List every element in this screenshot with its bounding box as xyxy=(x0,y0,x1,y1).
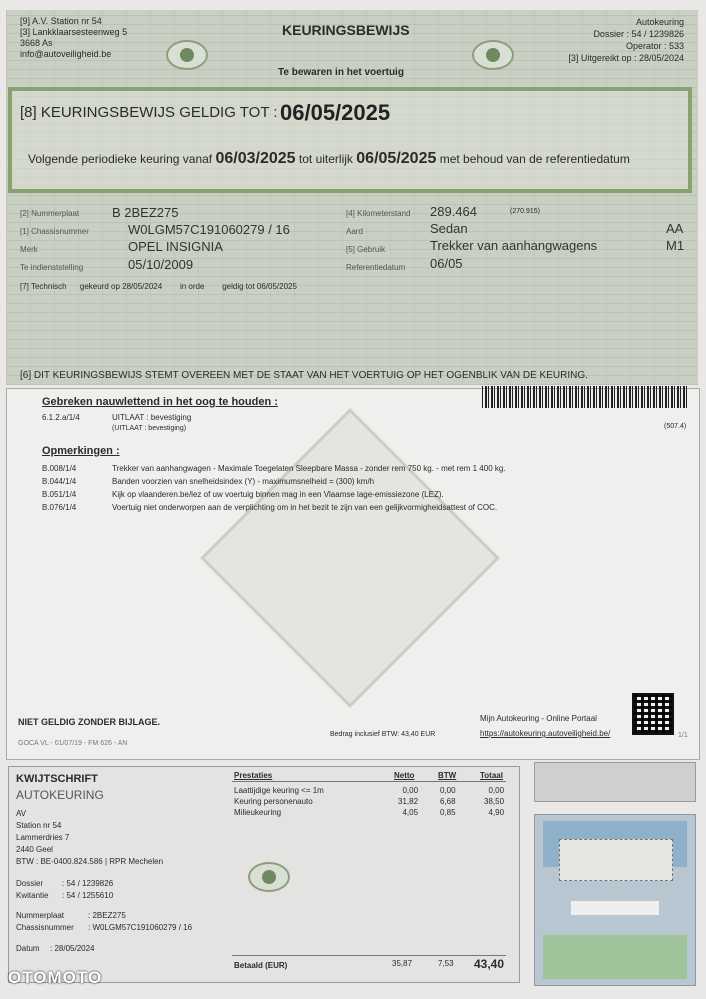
sentence-part: Volgende periodieke keuring vanaf xyxy=(28,152,213,166)
address-line: Station nr 54 xyxy=(16,821,62,830)
category-code: AA xyxy=(666,221,684,236)
body-type-label: Aard xyxy=(346,227,363,236)
services-header: Prestaties xyxy=(234,771,273,780)
remark-text: Kijk op vlaanderen.be/lez of uw voertuig binnen mag in een Vlaamse lage-emissiezone (LEZ). xyxy=(112,490,444,499)
operator-number: Operator : 533 xyxy=(625,41,684,51)
receipt-number-value: : 54 / 1255610 xyxy=(62,891,114,900)
service-names xyxy=(234,785,324,818)
form-number: GOCA VL - 01/07/19 - FM 626 - AN xyxy=(18,740,128,747)
eye-logo-icon xyxy=(166,40,208,70)
validity-date: 06/05/2025 xyxy=(280,100,391,125)
total-column xyxy=(484,785,504,818)
next-inspection-until: 06/05/2025 xyxy=(356,150,437,167)
sticker-strip xyxy=(534,762,696,802)
remark-text: Banden voorzien van snelheidsindex (Y) - maximumsnelheid = (300) km/h xyxy=(112,477,375,486)
reference-date-value: 06/05 xyxy=(430,256,463,271)
service-name: Keuring personenauto xyxy=(234,797,313,806)
vat-number: BTW : BE-0400.824.586 | RPR Mechelen xyxy=(16,857,164,866)
amount-incl-vat: Bedrag inclusief BTW: 43,40 EUR xyxy=(330,731,436,738)
net-header: Netto xyxy=(394,771,415,780)
first-registration-value: 05/10/2009 xyxy=(128,257,194,272)
remark-code: B.076/1/4 xyxy=(42,503,77,512)
address-line: 3668 As xyxy=(20,38,53,48)
chassis-label: [1] Chassisnummer xyxy=(20,227,89,236)
sticker-area xyxy=(534,762,696,988)
receipt-values xyxy=(62,878,113,902)
service-name: Milieukeuring xyxy=(234,808,282,817)
table-divider xyxy=(232,955,506,956)
total-amount: 0,00 xyxy=(488,786,505,795)
receipt-vehicle-values xyxy=(88,910,192,934)
vehicle-category: M1 xyxy=(666,238,685,253)
plate-label: [2] Nummerplaat xyxy=(20,209,80,218)
vat-amount: 0,00 xyxy=(440,786,456,795)
receipt-title: KWIJTSCHRIFT xyxy=(16,773,98,785)
total-header: Totaal xyxy=(480,771,503,780)
address-line: [3] Lankklaarsesteenweg 5 xyxy=(20,27,128,37)
dossier-label: Dossier xyxy=(16,879,44,888)
date-label: Datum xyxy=(16,944,40,953)
sentence-part: met behoud van de referentiedatum xyxy=(439,152,630,166)
reference-date-label: Referentiedatum xyxy=(346,263,406,272)
defect-reference: (507.4) xyxy=(664,423,687,430)
station-address xyxy=(20,16,127,60)
document-title: KEURINGSBEWIJS xyxy=(282,22,410,38)
page-number: 1/1 xyxy=(678,732,688,739)
remark-text: Trekker van aanhangwagen - Maximale Toegelaten Sleepbare Massa - zonder rem 750 kg. - met rem 1 400 kg. xyxy=(112,464,506,473)
total-amount: 4,90 xyxy=(488,808,505,817)
plate-value: B 2BEZ275 xyxy=(112,205,179,220)
remark-code: B.008/1/4 xyxy=(42,464,77,473)
portal-link[interactable]: https://autokeuring.autoveiligheid.be/ xyxy=(480,729,611,738)
next-inspection-from: 06/03/2025 xyxy=(215,150,296,167)
paid-vat: 7,53 xyxy=(438,959,454,968)
address-line: 2440 Geel xyxy=(16,845,53,854)
total-amount: 38,50 xyxy=(484,797,505,806)
portal-label: Mijn Autokeuring - Online Portaal xyxy=(480,714,597,723)
vat-amount: 0,85 xyxy=(440,808,456,817)
make-value: OPEL INSIGNIA xyxy=(128,239,223,254)
chassis-value: : W0LGM57C191060279 / 16 xyxy=(88,923,193,932)
vat-amount: 6,68 xyxy=(440,797,456,806)
document-subtitle: Te bewaren in het voertuig xyxy=(278,67,404,78)
sticker-card xyxy=(559,839,673,881)
technical-status-line: [7] Technisch gekeurd op 28/05/2024 in orde geldig tot 06/05/2025 xyxy=(20,282,297,291)
paid-total: 43,40 xyxy=(474,957,505,971)
sticker-grass xyxy=(543,935,687,979)
sticker-field xyxy=(571,901,659,915)
meta-line: Autokeuring xyxy=(635,17,684,27)
km-value: 289.464 xyxy=(430,204,477,219)
next-inspection-line xyxy=(28,150,630,168)
net-amount: 31,82 xyxy=(398,797,419,806)
dossier-number: Dossier : 54 / 1239826 xyxy=(593,29,684,39)
date-value: : 28/05/2024 xyxy=(50,944,95,953)
address-line: Lammerdries 7 xyxy=(16,833,70,842)
make-label: Merk xyxy=(20,245,38,254)
sentence-part: tot uiterlijk xyxy=(298,152,353,166)
defect-code: 6.1.2.a/1/4 xyxy=(42,413,80,422)
receipt-subtitle: AUTOKEURING xyxy=(16,788,104,802)
remarks-title: Opmerkingen : xyxy=(42,445,120,457)
service-name: Laattijdige keuring <= 1m xyxy=(234,786,324,795)
receipt-number-label: Kwitantie xyxy=(16,891,49,900)
vat-column xyxy=(440,785,456,818)
remarks-codes xyxy=(42,462,76,514)
plate-value: : 2BEZ275 xyxy=(88,911,126,920)
inspection-sticker xyxy=(534,814,696,986)
remarks-texts xyxy=(112,462,506,514)
paid-label: Betaald (EUR) xyxy=(234,961,288,970)
conformity-banner: [6] DIT KEURINGSBEWIJS STEMT OVEREEN MET DE STAAT VAN HET VOERTUIG OP HET OGENBLIK VAN DE KEURING. xyxy=(20,370,588,381)
body-type-value: Sedan xyxy=(430,221,468,236)
receipt-labels xyxy=(16,878,48,902)
receipt-vehicle-labels xyxy=(16,910,74,934)
remark-code: B.044/1/4 xyxy=(42,477,77,486)
qr-code xyxy=(632,693,674,735)
eye-logo-icon xyxy=(472,40,514,70)
eye-logo-icon xyxy=(248,862,290,892)
receipt-address xyxy=(16,808,163,868)
paid-net: 35,87 xyxy=(392,959,413,968)
km-previous: (270.915) xyxy=(510,208,540,215)
address-line: AV xyxy=(16,809,27,818)
dossier-value: : 54 / 1239826 xyxy=(62,879,114,888)
validity-label: [8] KEURINGSBEWIJS GELDIG TOT : xyxy=(20,104,278,121)
inspection-meta xyxy=(568,16,684,64)
remark-text: Voertuig niet onderworpen aan de verplichting om in het bezit te zijn van een gelijkvormigheidsattest of COC. xyxy=(112,503,498,512)
address-line: [9] A.V. Station nr 54 xyxy=(20,16,102,26)
email-address: info@autoveiligheid.be xyxy=(20,49,112,59)
barcode xyxy=(482,386,688,408)
remark-code: B.051/1/4 xyxy=(42,490,77,499)
defect-description: UITLAAT : bevestiging xyxy=(112,413,192,422)
site-watermark: OTOMOTO xyxy=(8,968,103,987)
km-label: [4] Kilometerstand xyxy=(346,209,411,218)
vat-header: BTW xyxy=(438,771,457,780)
issue-date: [3] Uitgereikt op : 28/05/2024 xyxy=(568,53,684,63)
net-column xyxy=(398,785,418,818)
defects-title: Gebreken nauwlettend in het oog te houden : xyxy=(42,396,278,408)
usage-label: [5] Gebruik xyxy=(346,245,386,254)
usage-value: Trekker van aanhangwagens xyxy=(430,238,598,253)
net-amount: 4,05 xyxy=(402,808,419,817)
net-amount: 0,00 xyxy=(402,786,419,795)
chassis-label: Chassisnummer xyxy=(16,923,74,932)
not-valid-notice: NIET GELDIG ZONDER BIJLAGE. xyxy=(18,717,161,727)
chassis-value: W0LGM57C191060279 / 16 xyxy=(128,222,290,237)
first-registration-label: Te indienststelling xyxy=(20,263,84,272)
defect-detail: (UITLAAT : bevestiging) xyxy=(112,425,187,432)
plate-label: Nummerplaat xyxy=(16,911,65,920)
table-divider xyxy=(232,781,506,782)
